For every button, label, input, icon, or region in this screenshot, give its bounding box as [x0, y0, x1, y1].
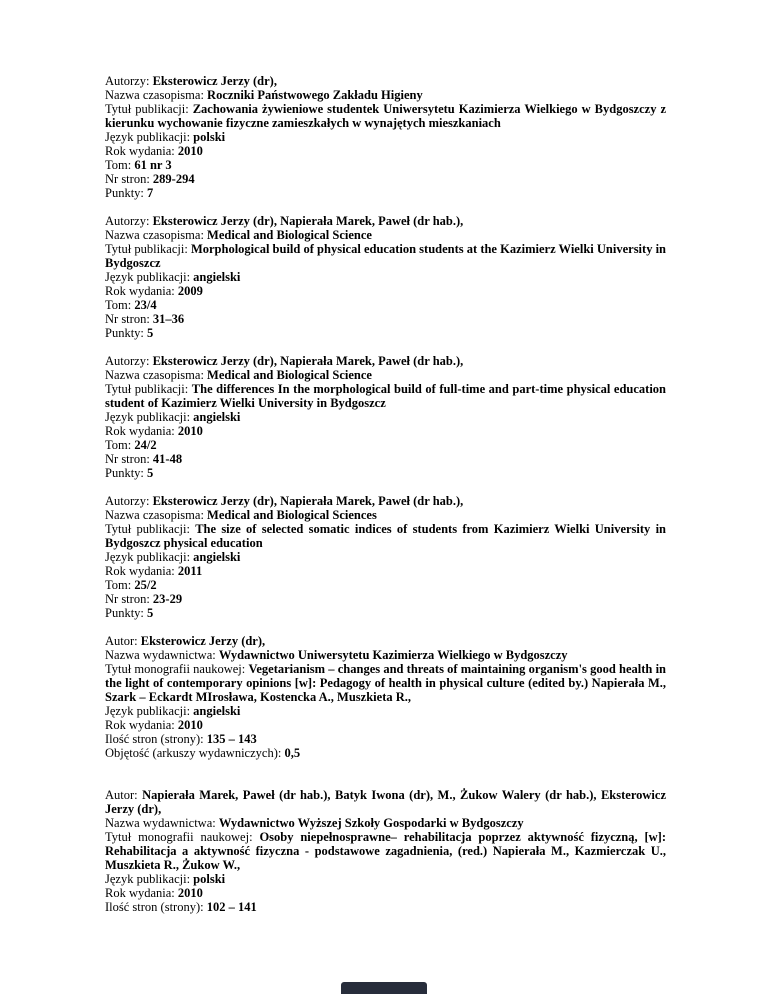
field-line: [105, 172, 666, 186]
field-line: [105, 830, 666, 872]
field-label: Rok wydania:: [105, 718, 175, 732]
field-line: [105, 102, 666, 130]
field-label: Autorzy:: [105, 214, 150, 228]
field-line: [105, 648, 666, 662]
field-label: Tom:: [105, 578, 132, 592]
field-label: Tom:: [105, 158, 132, 172]
field-value: Wydawnictwo Wyższej Szkoły Gospodarki w Bydgoszczy: [218, 816, 524, 830]
field-value: 5: [147, 466, 154, 480]
field-line: [105, 144, 666, 158]
field-label: Tytuł monografii naukowej:: [105, 830, 253, 844]
field-value: Osoby niepełnosprawne– rehabilitacja poprzez aktywność fizyczną, [w]: Rehabilitacja a aktywność fizyczna - podstawowe zagadnienia, (red.) Napierała M., Kazmierczak U., Muszkieta R., Żukow W.,: [105, 830, 667, 872]
field-label: Tytuł monografii naukowej:: [105, 662, 246, 676]
field-line: [105, 578, 666, 592]
field-label: Ilość stron (strony):: [105, 900, 204, 914]
field-label: Nr stron:: [105, 452, 150, 466]
field-value: angielski: [193, 270, 241, 284]
field-line: [105, 130, 666, 144]
field-value: Vegetarianism – changes and threats of maintaining organism's good health in the light of contemporary opinions [w]: Pedagogy of health in physical culture (edited by.) Napierała M., Szark – Eckardt MIrosława, Kostencka A., Muszkieta R.,: [105, 662, 667, 704]
field-value: 5: [147, 326, 154, 340]
field-value: Eksterowicz Jerzy (dr),: [152, 74, 277, 88]
field-value: 25/2: [134, 578, 157, 592]
field-line: [105, 368, 666, 382]
field-label: Tytuł publikacji:: [105, 522, 190, 536]
field-label: Tytuł publikacji:: [105, 242, 188, 256]
publication-entry: [105, 74, 666, 200]
field-label: Rok wydania:: [105, 284, 175, 298]
field-value: 0,5: [284, 746, 301, 760]
field-value: angielski: [193, 410, 241, 424]
field-value: 7: [147, 186, 154, 200]
field-label: Punkty:: [105, 326, 144, 340]
field-label: Język publikacji:: [105, 410, 191, 424]
field-label: Język publikacji:: [105, 704, 191, 718]
field-line: [105, 382, 666, 410]
field-line: [105, 522, 666, 550]
field-label: Tom:: [105, 298, 132, 312]
field-label: Tytuł publikacji:: [105, 102, 189, 116]
field-value: Wydawnictwo Uniwersytetu Kazimierza Wielkiego w Bydgoszczy: [218, 648, 568, 662]
field-label: Autorzy:: [105, 354, 150, 368]
field-value: 41-48: [152, 452, 183, 466]
field-label: Rok wydania:: [105, 144, 175, 158]
field-value: 23/4: [134, 298, 157, 312]
field-label: Język publikacji:: [105, 130, 191, 144]
publication-entry: [105, 354, 666, 480]
field-label: Nr stron:: [105, 312, 150, 326]
field-label: Punkty:: [105, 606, 144, 620]
bottom-toolbar-fragment[interactable]: [341, 982, 427, 994]
field-line: [105, 424, 666, 438]
publication-entry: [105, 494, 666, 620]
field-value: Medical and Biological Science: [207, 368, 372, 382]
field-line: [105, 494, 666, 508]
field-value: 5: [147, 606, 154, 620]
field-label: Ilość stron (strony):: [105, 732, 204, 746]
field-value: polski: [193, 872, 226, 886]
publication-list: [105, 74, 666, 928]
field-label: Język publikacji:: [105, 270, 191, 284]
field-value: 2010: [177, 144, 203, 158]
field-label: Objętość (arkuszy wydawniczych):: [105, 746, 282, 760]
field-value: 61 nr 3: [134, 158, 172, 172]
field-value: 102 – 141: [206, 900, 257, 914]
field-line: [105, 214, 666, 228]
field-value: angielski: [193, 704, 241, 718]
field-value: Medical and Biological Science: [207, 228, 372, 242]
field-line: [105, 704, 666, 718]
field-label: Nazwa wydawnictwa:: [105, 648, 216, 662]
field-line: [105, 410, 666, 424]
field-line: [105, 886, 666, 900]
field-line: [105, 788, 666, 816]
field-line: [105, 634, 666, 648]
field-value: 31–36: [152, 312, 185, 326]
field-label: Rok wydania:: [105, 886, 175, 900]
field-value: angielski: [193, 550, 241, 564]
field-line: [105, 592, 666, 606]
field-line: [105, 158, 666, 172]
field-line: [105, 564, 666, 578]
field-value: 2010: [177, 718, 203, 732]
field-line: [105, 746, 666, 760]
field-line: [105, 242, 666, 270]
field-line: [105, 326, 666, 340]
field-value: 289-294: [152, 172, 195, 186]
field-line: [105, 438, 666, 452]
field-line: [105, 312, 666, 326]
field-label: Rok wydania:: [105, 424, 175, 438]
field-label: Punkty:: [105, 186, 144, 200]
field-value: 2010: [177, 886, 203, 900]
field-line: [105, 550, 666, 564]
field-label: Nazwa czasopisma:: [105, 88, 204, 102]
field-label: Nazwa czasopisma:: [105, 228, 204, 242]
field-value: Eksterowicz Jerzy (dr), Napierała Marek, Paweł (dr hab.),: [152, 214, 464, 228]
publication-entry: [105, 214, 666, 340]
field-label: Rok wydania:: [105, 564, 175, 578]
field-line: [105, 354, 666, 368]
field-value: The differences In the morphological build of full-time and part-time physical education student of Kazimierz Wielki University in Bydgoszcz: [105, 382, 667, 410]
field-value: Roczniki Państwowego Zakładu Higieny: [207, 88, 423, 102]
field-label: Autor:: [105, 788, 138, 802]
field-value: 2009: [177, 284, 203, 298]
field-line: [105, 872, 666, 886]
field-value: Zachowania żywieniowe studentek Uniwersytetu Kazimierza Wielkiego w Bydgoszczy z kierunku wychowanie fizyczne zamieszkałych w wynajętych mieszkaniach: [105, 102, 667, 130]
field-label: Język publikacji:: [105, 872, 191, 886]
field-value: Eksterowicz Jerzy (dr), Napierała Marek, Paweł (dr hab.),: [152, 354, 464, 368]
field-label: Tytuł publikacji:: [105, 382, 189, 396]
field-value: The size of selected somatic indices of students from Kazimierz Wielki University in Bydgoszcz physical education: [105, 522, 667, 550]
field-label: Nazwa czasopisma:: [105, 508, 204, 522]
field-value: Morphological build of physical education students at the Kazimierz Wielki University in Bydgoszcz: [105, 242, 667, 270]
field-label: Punkty:: [105, 466, 144, 480]
field-label: Tom:: [105, 438, 132, 452]
field-line: [105, 452, 666, 466]
field-value: polski: [193, 130, 226, 144]
field-line: [105, 284, 666, 298]
field-line: [105, 270, 666, 284]
field-line: [105, 718, 666, 732]
field-label: Autorzy:: [105, 74, 150, 88]
field-line: [105, 228, 666, 242]
field-line: [105, 816, 666, 830]
field-line: [105, 900, 666, 914]
field-line: [105, 508, 666, 522]
publication-entry: [105, 634, 666, 760]
field-value: Eksterowicz Jerzy (dr),: [140, 634, 266, 648]
field-label: Autor:: [105, 634, 138, 648]
field-label: Język publikacji:: [105, 550, 191, 564]
field-value: 2011: [177, 564, 203, 578]
field-label: Nr stron:: [105, 592, 150, 606]
field-label: Nazwa wydawnictwa:: [105, 816, 216, 830]
field-line: [105, 606, 666, 620]
publication-entry: [105, 788, 666, 914]
field-line: [105, 186, 666, 200]
field-value: Eksterowicz Jerzy (dr), Napierała Marek, Paweł (dr hab.),: [152, 494, 464, 508]
field-line: [105, 466, 666, 480]
field-line: [105, 74, 666, 88]
field-value: Napierała Marek, Paweł (dr hab.), Batyk Iwona (dr), M., Żukow Walery (dr hab.), Eksterowicz Jerzy (dr),: [105, 788, 667, 816]
field-line: [105, 298, 666, 312]
field-value: 23-29: [152, 592, 183, 606]
field-label: Nazwa czasopisma:: [105, 368, 204, 382]
field-value: 135 – 143: [206, 732, 257, 746]
field-value: 24/2: [134, 438, 157, 452]
field-label: Autorzy:: [105, 494, 150, 508]
field-value: 2010: [177, 424, 203, 438]
field-value: Medical and Biological Sciences: [207, 508, 377, 522]
field-label: Nr stron:: [105, 172, 150, 186]
field-line: [105, 88, 666, 102]
field-line: [105, 732, 666, 746]
field-line: [105, 662, 666, 704]
